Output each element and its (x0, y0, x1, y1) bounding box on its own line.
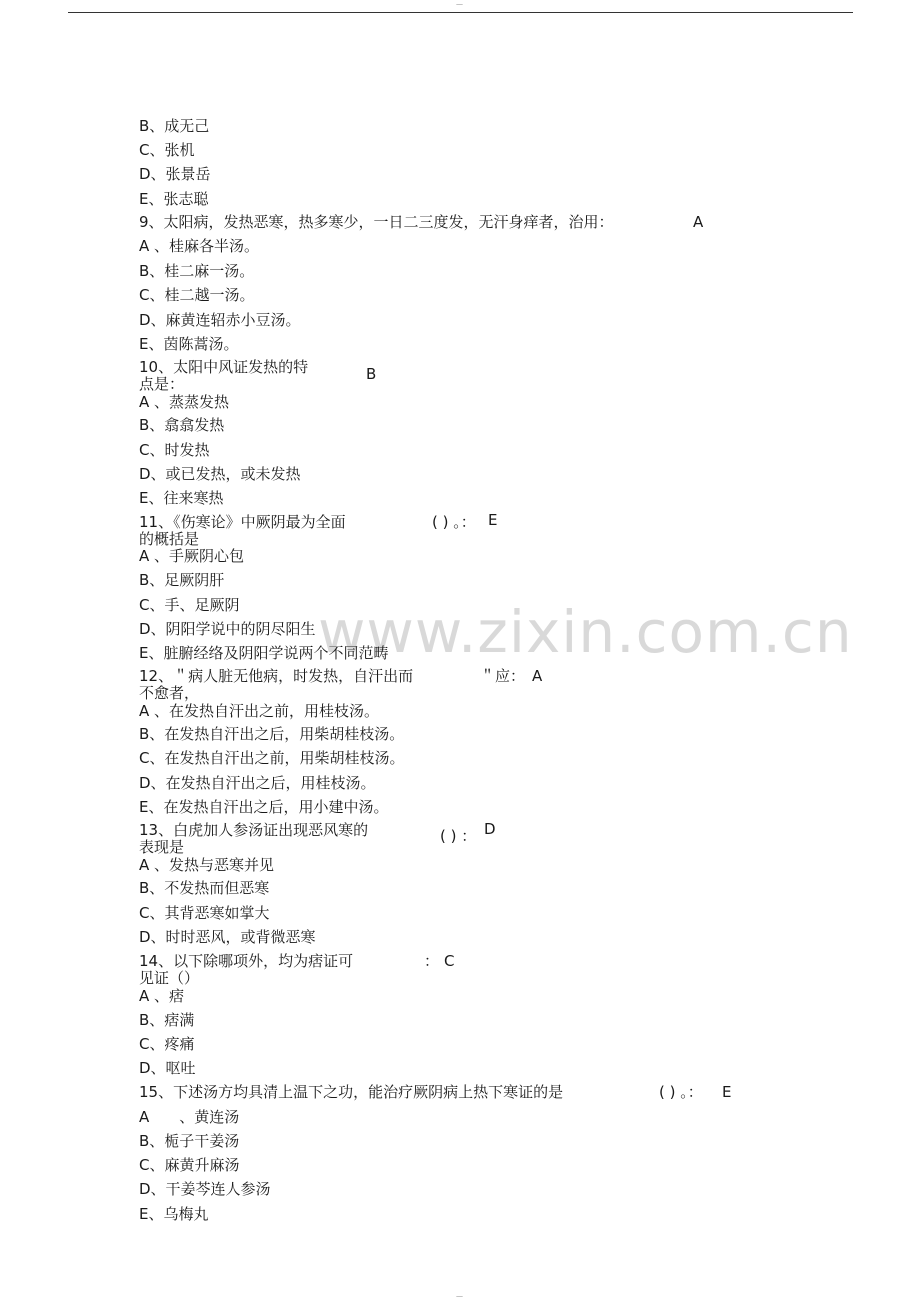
option-a-12: A 、在发热自汗出之前，用桂枝汤。 (139, 702, 380, 720)
option-c-14: C、疼痛 (139, 1035, 195, 1053)
answer-9: A (693, 213, 704, 231)
question-11-line2: 的概括是 (139, 530, 200, 548)
question-12-line2: 不愈者， (139, 684, 200, 702)
option-b-15: B、栀子干姜汤 (139, 1132, 240, 1150)
paren-13: ( ) ： (440, 827, 477, 845)
question-14-line1: 14、以下除哪项外，均为痞证可 (139, 952, 354, 970)
option-a-9: A 、桂麻各半汤。 (139, 237, 260, 255)
answer-10: B (366, 365, 377, 383)
option-b-14: B、痞满 (139, 1011, 195, 1029)
option-a-11: A 、手厥阴心包 (139, 547, 245, 565)
option-a-15: A 、黄连汤 (139, 1108, 240, 1126)
question-9: 9、太阳病，发热恶寒，热多寒少，一日二三度发，无汗身痒者，治用： (139, 213, 614, 231)
question-12-line1: 12、＂病人脏无他病，时发热，自汗出而 (139, 667, 414, 685)
question-14-line2: 见证（） (139, 969, 200, 987)
option-d-8: D、张景岳 (139, 165, 211, 183)
paren-14: ： (424, 952, 440, 970)
option-a-10: A 、蒸蒸发热 (139, 393, 230, 411)
option-c-13: C、其背恶寒如掌大 (139, 904, 270, 922)
option-c-10: C、时发热 (139, 441, 210, 459)
answer-12: A (532, 667, 543, 685)
answer-15: E (722, 1083, 732, 1101)
header-mark: — (456, 0, 463, 8)
option-a-13: A 、发热与恶寒并见 (139, 856, 275, 874)
question-10-line1: 10、太阳中风证发热的特 (139, 358, 309, 376)
question-15: 15、下述汤方均具清上温下之功，能治疗厥阴病上热下寒证的是 (139, 1083, 564, 1101)
option-b-8: B、成无己 (139, 117, 210, 135)
answer-11: E (488, 511, 498, 529)
option-e-12: E、在发热自汗出之后，用小建中汤。 (139, 798, 389, 816)
option-d-14: D、呕吐 (139, 1059, 196, 1077)
option-d-9: D、麻黄连轺赤小豆汤。 (139, 311, 301, 329)
paren-15: ( ) 。： (659, 1083, 703, 1101)
option-e-15: E、乌梅丸 (139, 1205, 209, 1223)
question-10-line2: 点是： (139, 375, 185, 393)
option-e-9: E、茵陈蒿汤。 (139, 335, 239, 353)
option-e-10: E、往来寒热 (139, 489, 224, 507)
option-b-12: B、在发热自汗出之后，用柴胡桂枝汤。 (139, 725, 405, 743)
question-13-line2: 表现是 (139, 838, 185, 856)
option-c-8: C、张机 (139, 141, 195, 159)
option-b-11: B、足厥阴肝 (139, 571, 225, 589)
option-d-12: D、在发热自汗出之后，用桂枝汤。 (139, 774, 376, 792)
option-d-13: D、时时恶风，或背微恶寒 (139, 928, 316, 946)
footer-mark: — (456, 1292, 463, 1300)
question-11-line1: 11、《伤寒论》中厥阴最为全面 (139, 513, 346, 531)
option-e-8: E、张志聪 (139, 190, 209, 208)
paren-11: ( ) 。： (432, 513, 476, 531)
option-c-9: C、桂二越一汤。 (139, 286, 255, 304)
question-13-line1: 13、白虎加人参汤证出现恶风寒的 (139, 821, 369, 839)
option-b-9: B、桂二麻一汤。 (139, 262, 255, 280)
paren-12: ＂应： (480, 667, 526, 685)
option-e-11: E、脏腑经络及阴阳学说两个不同范畴 (139, 644, 389, 662)
option-c-15: C、麻黄升麻汤 (139, 1156, 240, 1174)
option-a-14: A 、痞 (139, 987, 185, 1005)
header-rule (68, 12, 853, 13)
option-d-15: D、干姜芩连人参汤 (139, 1180, 271, 1198)
watermark: www.zixin.com.cn (318, 598, 853, 666)
option-d-10: D、或已发热，或未发热 (139, 465, 301, 483)
option-c-12: C、在发热自汗出之前，用柴胡桂枝汤。 (139, 749, 405, 767)
option-b-10: B、翕翕发热 (139, 416, 225, 434)
answer-14: C (444, 952, 455, 970)
option-d-11: D、阴阳学说中的阴尽阳生 (139, 620, 316, 638)
option-b-13: B、不发热而但恶寒 (139, 879, 270, 897)
answer-13: D (484, 820, 496, 838)
option-c-11: C、手、足厥阴 (139, 596, 240, 614)
